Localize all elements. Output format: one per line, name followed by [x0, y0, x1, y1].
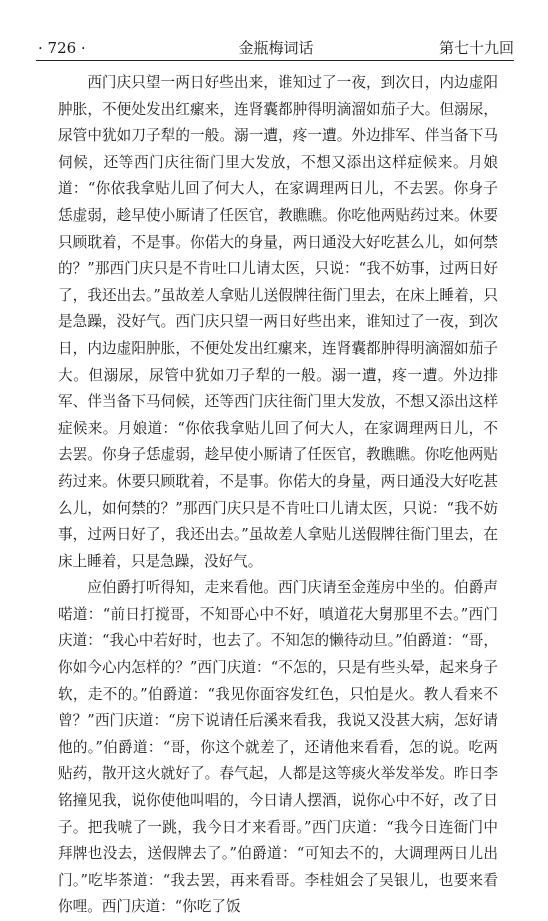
header-rule	[36, 60, 514, 61]
page-number: · 726 ·	[38, 39, 86, 57]
chapter-label: 第七十九回	[438, 39, 514, 57]
book-title: 金瓶梅词话	[238, 39, 314, 57]
body-text	[58, 70, 498, 921]
running-header	[38, 36, 514, 60]
paragraph: 西门庆只望一两日好些出来，谁知过了一夜，到次日，内边虚阳肿胀，不便处发出红瘰来，连肾囊都肿得明滴溜如茄子大。但溺尿，尿管中犹如刀子犁的一般。溺一遭，疼一遭。外边排军、伴当备下马伺候，还等西门庆往衙门里大发放，不想又添出这样症候来。月娘道：“你依我拿贴儿回了何大人，在家调理两日儿，不去罢。你身子恁虚弱，趁早使小厮请了任医官，教瞧瞧。你吃他两贴药过来。休要只顾耽着，不是事。你偌大的身量，两日通没大好吃甚么儿，如何禁的？”那西门庆只是不肯吐口儿请太医，只说：“我不妨事，过两日好了，我还出去。”虽故差人拿贴儿送假牌往衙门里去，在床上睡着，只是急躁，没好气。西门庆只望一两日好些出来，谁知过了一夜，到次日，内边虚阳肿胀，不便处发出红瘰来，连肾囊都肿得明滴溜如茄子大。但溺尿，尿管中犹如刀子犁的一般。溺一遭，疼一遭。外边排军、伴当备下马伺候，还等西门庆往衙门里大发放，不想又添出这样症候来。月娘道：“你依我拿贴儿回了何大人，在家调理两日儿，不去罢。你身子恁虚弱，趁早使小厮请了任医官，教瞧瞧。你吃他两贴药过来。休要只顾耽着，不是事。你偌大的身量，两日通没大好吃甚么儿，如何禁的？”那西门庆只是不肯吐口儿请太医，只说：“我不妨事，过两日好了，我还出去。”虽故差人拿贴儿送假牌往衙门里去，在床上睡着，只是急躁，没好气。	[58, 74, 498, 570]
paragraph: 应伯爵打听得知，走来看他。西门庆请至金莲房中坐的。伯爵声喏道：“前日打搅哥，不知哥心中不好，嗔道花大舅那里不去。”西门庆道：“我心中若好时，也去了。不知怎的懒待动旦。”伯爵道：“哥，你如今心内怎样的？”西门庆道：“不怎的，只是有些头晕，起来身子软，走不的。”伯爵道：“我见你面容发红色，只怕是火。教人看来不曾？”西门庆道：“房下说请任后溪来看我，我说又没甚大病，怎好请他的。”伯爵道：“哥，你这个就差了，还请他来看看，怎的说。吃两贴药，散开这火就好了。春气起，人都是这等痰火举发举发。昨日李铭撞见我，说你使他叫唱的，今日请人摆酒，说你心中不好，改了日子。把我唬了一跳，我今日才来看哥。”西门庆道：“我今日连衙门中拜牌也没去，送假牌去了。”伯爵道：“可知去不的，大调理两日儿出门。”吃毕茶道：“我去罢，再来看哥。李桂姐会了吴银儿，也要来看你哩。西门庆道：“你吃了饭	[58, 579, 498, 916]
